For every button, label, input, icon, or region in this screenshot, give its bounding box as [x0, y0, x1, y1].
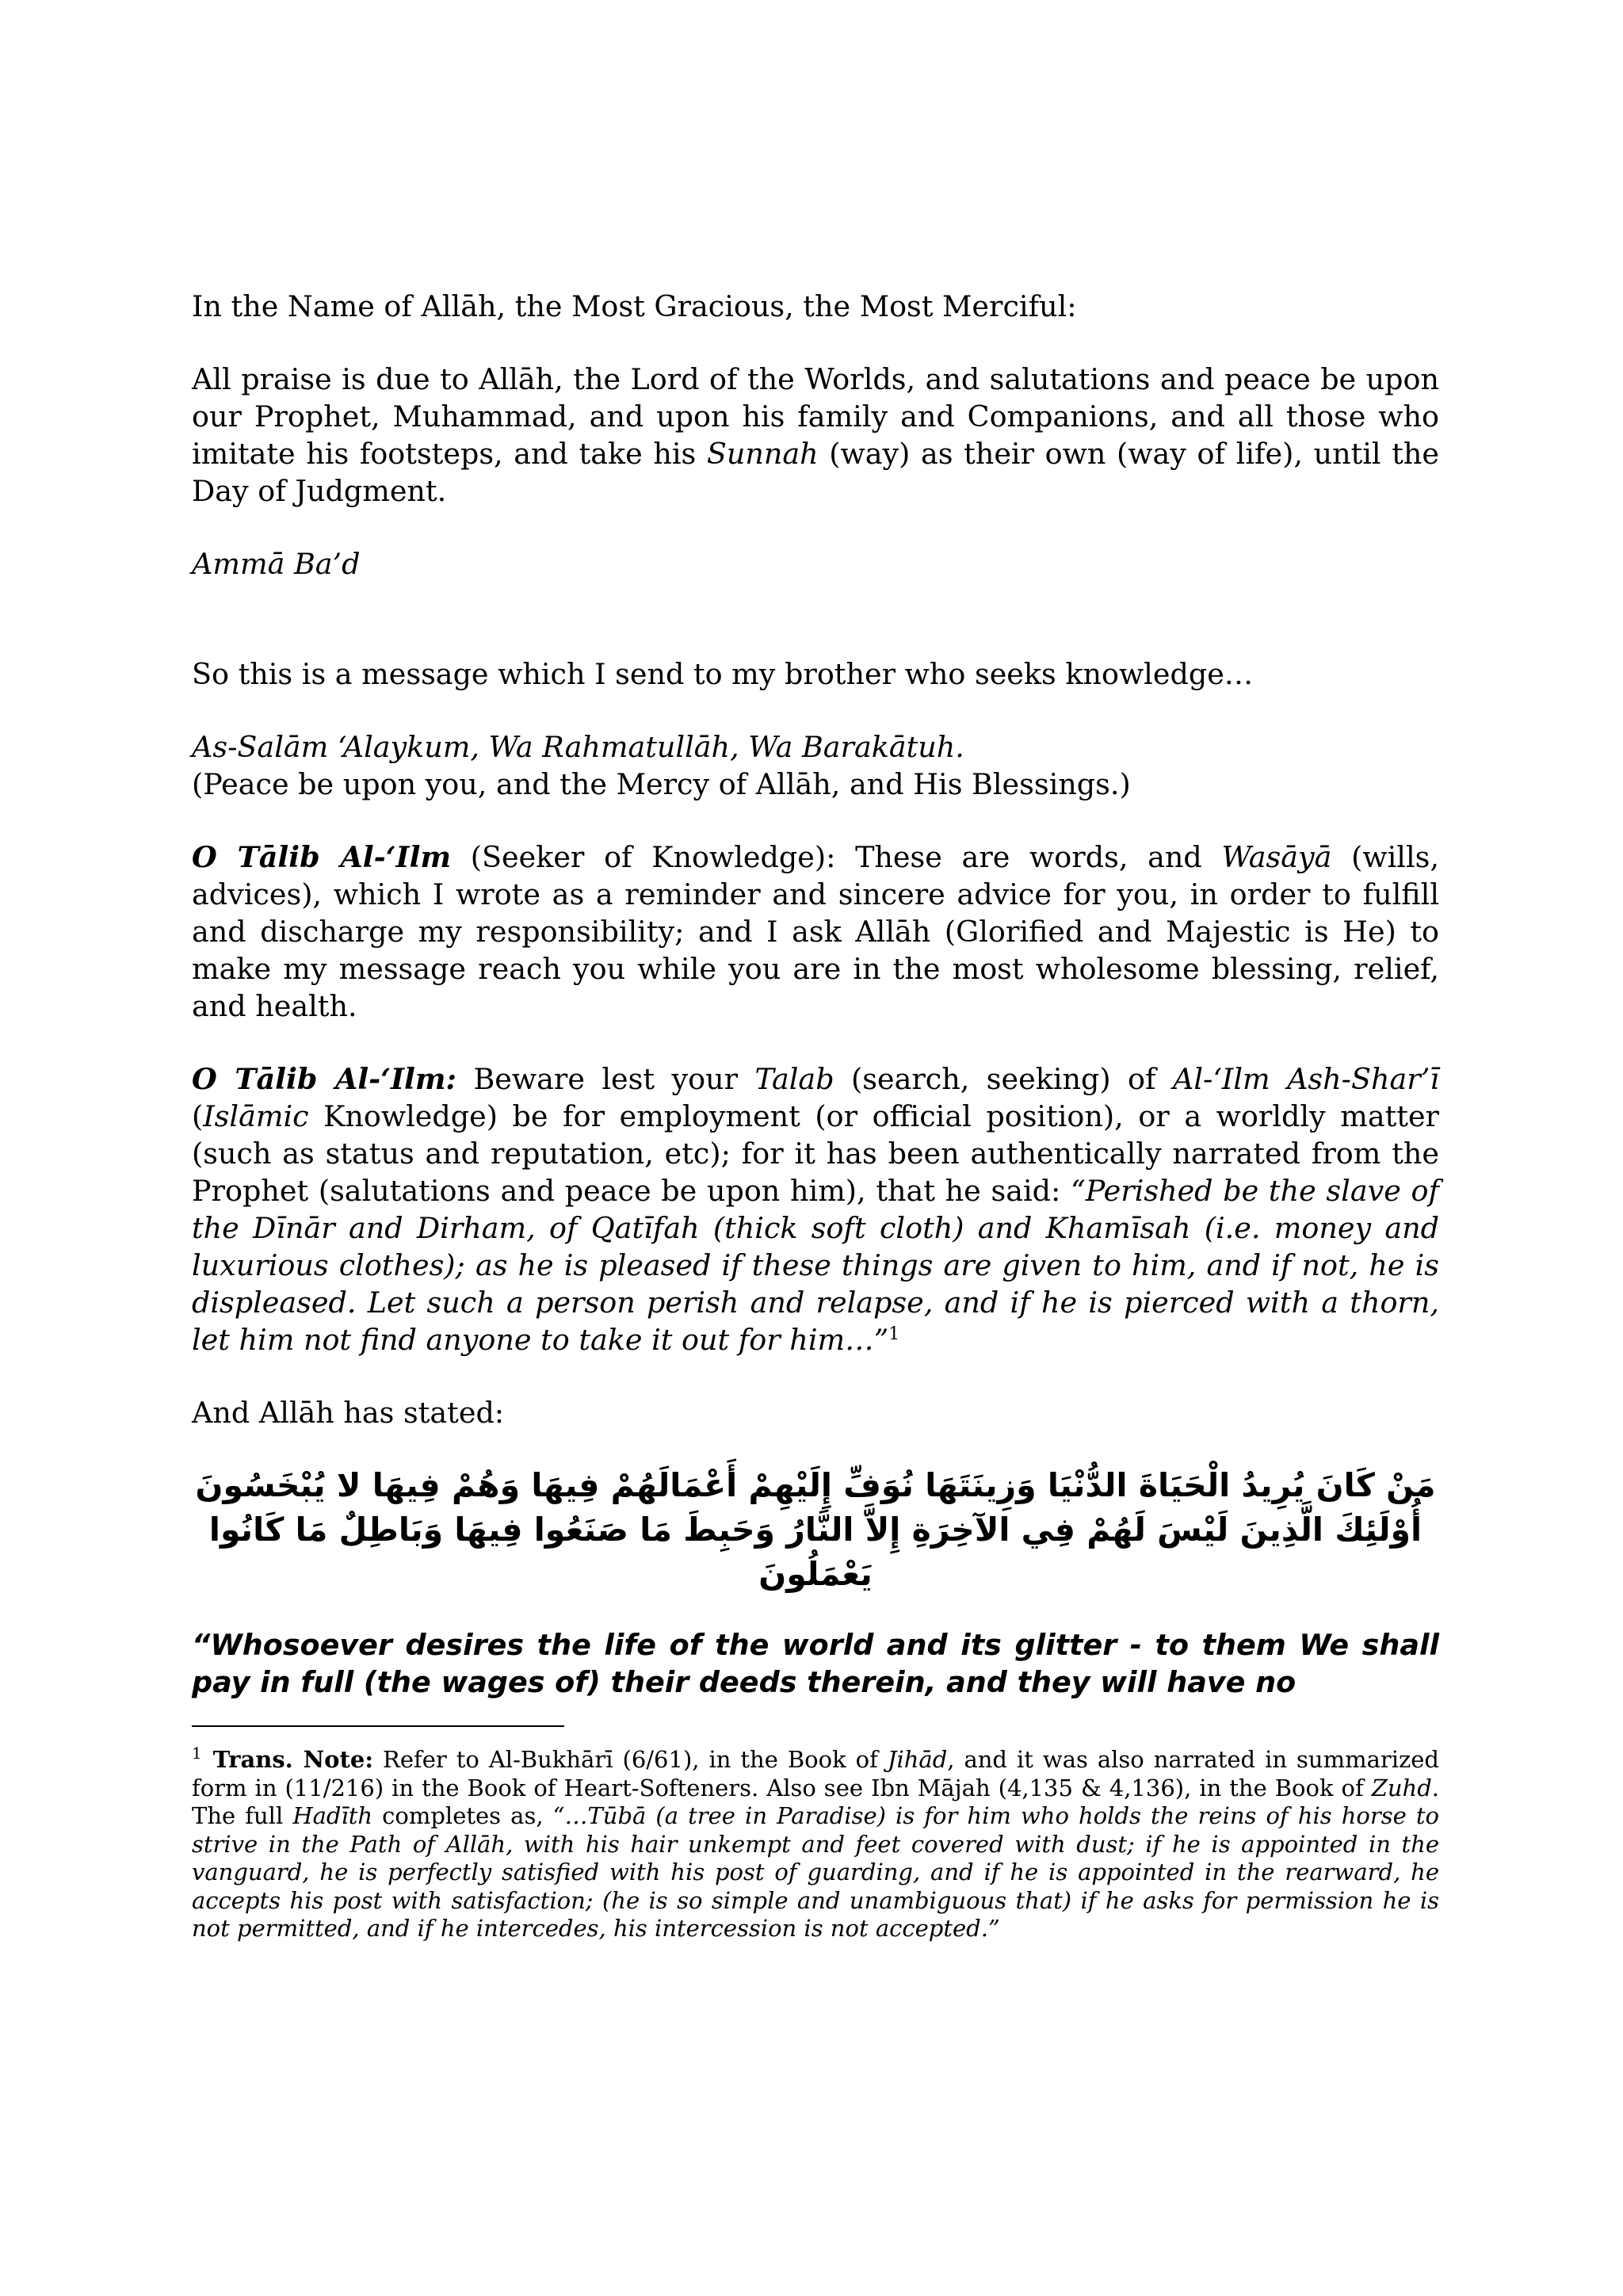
salam-transliteration: As-Salām ‘Alaykum, Wa Rahmatullāh, Wa Barakātuh.	[192, 730, 964, 764]
footnote-text-b: , and it was also narrated in summarized form in (11/216) in the Book of Heart-Softeners. Also see Ibn Mājah (4,135 & 4,136), in the Book of	[192, 1746, 1439, 1801]
message-intro: So this is a message which I send to my brother who seeks knowledge…	[192, 657, 1254, 691]
paragraph-seeker-text-b: (wills, advices), which I wrote as a reminder and sincere advice for you, in order to fulfill and discharge my responsibility; and I ask Allāh (Glorified and Majestic is He) to make my message reach you while you are in the most wholesome blessing, relief, and health.	[192, 840, 1439, 1023]
basmala: In the Name of Allāh, the Most Gracious, the Most Merciful:	[192, 289, 1077, 323]
zuhd-term: Zuhd	[1371, 1774, 1432, 1801]
arabic-line-1: مَنْ كَانَ يُرِيدُ الْحَيَاةَ الدُّنْيَا وَزِينَتَهَا نُوَفِّ إِلَيْهِمْ أَعْمَالَهُمْ فِيهَا وَهُمْ فِيهَا لا يُبْخَسُونَ	[195, 1466, 1436, 1504]
salam-translation: (Peace be upon you, and the Mercy of Allāh, and His Blessings.)	[192, 767, 1131, 801]
beware-text-c: (	[192, 1099, 204, 1133]
footnote-label: Trans. Note:	[212, 1746, 374, 1773]
footnote-text-d: completes as,	[372, 1802, 553, 1829]
islamic-term: Islāmic	[203, 1099, 309, 1133]
salam-paragraph	[192, 728, 1439, 803]
praise-end: (way) as their own (way of life), until the Day of Judgment.	[192, 437, 1440, 508]
paragraph-seeker-text-a: (Seeker of Knowledge): These are words, and	[451, 840, 1222, 874]
footnote-divider	[192, 1725, 564, 1727]
praise-paragraph	[192, 361, 1439, 510]
sunnah-term: Sunnah	[706, 437, 819, 471]
hadith-quote: “Perished be the slave of the Dīnār and Dirham, of Qatīfah (thick soft cloth) and Khamīsah (i.e. money and luxurious clothes); as he is pleased if these things are given to him, and if not, he is displeased. Let such a person perish and relapse, and if he is pierced with a thorn, let him not find anyone to take it out for him…”	[192, 1174, 1439, 1357]
beware-text-b: (search, seeking) of	[834, 1062, 1173, 1096]
beware-text-a: Beware lest your	[456, 1062, 755, 1096]
paragraph-beware	[192, 1060, 1439, 1358]
footnote-text-c: . The full	[192, 1774, 1439, 1829]
talib-heading-2: O Tālib Al-‘Ilm:	[192, 1062, 457, 1096]
beware-text-d: Knowledge) be for employment (or official position), or a worldly matter (such as status and reputation, etc); for it has been authentically narrated from the Prophet (salutations and peace be upon him), that he said:	[192, 1099, 1439, 1208]
main-text	[192, 288, 1439, 1701]
paragraph-seeker	[192, 839, 1439, 1025]
allah-stated: And Allāh has stated:	[192, 1396, 505, 1430]
amma-bad: Ammā Ba’d	[192, 547, 361, 581]
talib-heading: O Tālib Al-‘Ilm	[192, 840, 452, 874]
ilm-term: Al-‘Ilm Ash-Shar’ī	[1172, 1062, 1440, 1096]
footnote-quote: “…Tūbā (a tree in Paradise) is for him who holds the reins of his horse to strive in the Path of Allāh, with his hair unkempt and feet covered with dust; if he is appointed in the vanguard, he is perfectly satisfied with his post of guarding, and if he is appointed in the rearward, he accepts his post with satisfaction; (he is so simple and unambiguous that) if he asks for permission he is not permitted, and if he intercedes, his intercession is not accepted.”	[192, 1802, 1439, 1942]
praise-text: All praise is due to Allāh, the Lord of the Worlds, and salutations and peace be upon our Prophet, Muhammad, and upon his family and Companions, and all those who imitate his footsteps, and take his	[192, 362, 1439, 471]
talab-term: Talab	[754, 1062, 834, 1096]
jihad-term: Jihād	[887, 1746, 948, 1773]
quran-verse-arabic	[192, 1463, 1439, 1596]
footnote-ref[interactable]: 1	[888, 1324, 900, 1344]
verse-translation: “Whosoever desires the life of the world and its glitter - to them We shall pay in full (the wages of) their deeds therein, and they will have no	[192, 1628, 1439, 1699]
footnote-number: 1	[192, 1744, 202, 1763]
hadith-term: Hadīth	[292, 1802, 373, 1829]
footnote-1	[192, 1746, 1439, 1943]
wasaya-term: Wasāyā	[1221, 840, 1332, 874]
footnote-text-a: Refer to Al-Bukhārī (6/61), in the Book of	[373, 1746, 888, 1773]
arabic-line-2: أُوْلَئِكَ الَّذِينَ لَيْسَ لَهُمْ فِي الآخِرَةِ إِلاَّ النَّارُ وَحَبِطَ مَا صَنَعُوا فِيهَا وَبَاطِلٌ مَا كَانُوا يَعْمَلُونَ	[208, 1511, 1423, 1593]
